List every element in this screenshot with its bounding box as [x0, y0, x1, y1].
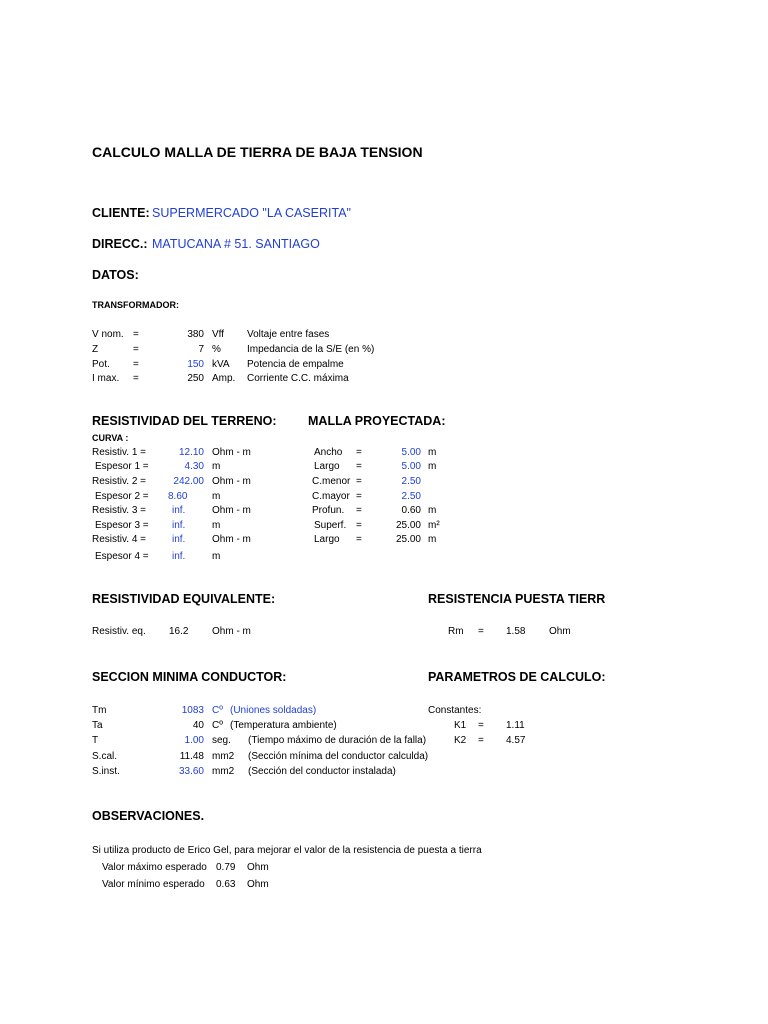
row-eq: = [133, 359, 139, 370]
row-name: S.cal. [92, 751, 118, 762]
transformador-heading: TRANSFORMADOR: [92, 300, 179, 310]
direcc-label: DIRECC.: [92, 237, 148, 251]
parametros-heading: PARAMETROS DE CALCULO: [428, 670, 606, 684]
row-unit: Ohm - m [212, 447, 251, 458]
cliente-value: SUPERMERCADO "LA CASERITA" [152, 206, 351, 220]
row-name: Z [92, 344, 99, 355]
row-unit: m [428, 505, 437, 516]
row-unit: m [428, 534, 437, 545]
row-desc: (Sección del conductor instalada) [248, 766, 396, 777]
row-value: 0.79 [216, 862, 236, 873]
row-value: 0.63 [216, 879, 236, 890]
equivalente-value: 16.2 [169, 626, 189, 637]
row-desc: Voltaje entre fases [247, 329, 330, 340]
direcc-value: MATUCANA # 51. SANTIAGO [152, 237, 320, 251]
row-eq: = [478, 735, 484, 746]
puesta-tierra-eq: = [478, 626, 484, 637]
row-desc: (Uniones soldadas) [230, 705, 317, 716]
row-label: Valor máximo esperado [102, 862, 207, 873]
row-desc: (Temperatura ambiente) [230, 720, 337, 731]
row-value: 1083 [181, 705, 204, 716]
equivalente-heading: RESISTIVIDAD EQUIVALENTE: [92, 592, 276, 606]
resistividad-heading: RESISTIVIDAD DEL TERRENO: [92, 414, 277, 428]
equivalente-label: Resistiv. eq. [92, 626, 146, 637]
row-name: Largo [314, 461, 340, 472]
row-eq: = [356, 520, 362, 531]
row-desc: Impedancia de la S/E (en %) [247, 344, 375, 355]
row-name: Espesor 1 = [95, 461, 149, 472]
curva-label: CURVA : [92, 433, 129, 443]
row-unit: m [212, 520, 221, 531]
row-unit: Ohm - m [212, 505, 251, 516]
row-value: inf. [172, 551, 186, 562]
row-desc: (Tiempo máximo de duración de la falla) [248, 735, 427, 746]
row-name: Espesor 4 = [95, 551, 149, 562]
row-name: Tm [92, 705, 107, 716]
equivalente-unit: Ohm - m [212, 626, 251, 637]
row-value: 2.50 [401, 476, 421, 487]
row-unit: mm2 [212, 751, 235, 762]
seccion-heading: SECCION MINIMA CONDUCTOR: [92, 670, 287, 684]
row-eq: = [478, 720, 484, 731]
row-unit: m² [428, 520, 440, 531]
row-label: Valor mínimo esperado [102, 879, 205, 890]
row-eq: = [133, 344, 139, 355]
row-value: 4.30 [184, 461, 204, 472]
row-value: 11.48 [179, 751, 204, 762]
row-unit: m [212, 491, 221, 502]
row-unit: Vff [212, 329, 225, 340]
row-name: Ancho [314, 447, 343, 458]
row-name: Ta [92, 720, 103, 731]
cliente-label: CLIENTE: [92, 206, 150, 220]
row-value: 25.00 [395, 520, 421, 531]
row-value: 5.00 [401, 447, 421, 458]
row-value: 5.00 [401, 461, 421, 472]
row-eq: = [356, 461, 362, 472]
row-value: inf. [172, 534, 186, 545]
observaciones-text: Si utiliza producto de Erico Gel, para mejorar el valor de la resistencia de puesta a tierra [92, 845, 482, 856]
row-unit: Ohm - m [212, 534, 251, 545]
row-eq: = [356, 447, 362, 458]
row-eq: = [133, 329, 139, 340]
row-name: Resistiv. 1 = [92, 447, 146, 458]
row-desc: Potencia de empalme [247, 359, 344, 370]
row-unit: Amp. [212, 373, 236, 384]
row-unit: Ohm [247, 879, 269, 890]
row-unit: Cº [212, 705, 223, 716]
page-title: CALCULO MALLA DE TIERRA DE BAJA TENSION [92, 144, 423, 160]
row-value: 1.00 [184, 735, 204, 746]
row-unit: kVA [212, 359, 230, 370]
row-name: Resistiv. 4 = [92, 534, 146, 545]
row-name: Espesor 3 = [95, 520, 149, 531]
row-name: Resistiv. 3 = [92, 505, 146, 516]
row-value: 250 [187, 373, 204, 384]
row-name: Pot. [92, 359, 110, 370]
row-name: V nom. [92, 329, 124, 340]
row-value: 33.60 [178, 766, 204, 777]
row-unit: Cº [212, 720, 223, 731]
row-eq: = [356, 505, 362, 516]
row-value: 0.60 [401, 505, 421, 516]
row-name: Espesor 2 = [95, 491, 149, 502]
datos-heading: DATOS: [92, 268, 139, 282]
observaciones-heading: OBSERVACIONES. [92, 809, 205, 823]
malla-heading: MALLA PROYECTADA: [308, 414, 446, 428]
row-unit: seg. [212, 735, 231, 746]
row-name: Largo [314, 534, 340, 545]
row-name: Profun. [312, 505, 345, 516]
row-value: 7 [198, 344, 204, 355]
row-eq: = [356, 491, 362, 502]
row-name: T [92, 735, 99, 746]
row-value: inf. [172, 520, 186, 531]
puesta-tierra-label: Rm [448, 626, 464, 637]
puesta-tierra-heading: RESISTENCIA PUESTA TIERR [428, 592, 606, 606]
row-unit: m [428, 447, 437, 458]
row-value: 25.00 [395, 534, 421, 545]
row-value: 12.10 [178, 447, 204, 458]
row-unit: m [212, 551, 221, 562]
row-name: C.mayor [312, 491, 350, 502]
row-value: 242.00 [173, 476, 204, 487]
constantes-label: Constantes: [428, 705, 482, 716]
row-unit: mm2 [212, 766, 235, 777]
row-value: inf. [172, 505, 186, 516]
row-value: 2.50 [401, 491, 421, 502]
row-unit: m [212, 461, 221, 472]
row-value: 4.57 [506, 735, 526, 746]
row-desc: Corriente C.C. máxima [247, 373, 349, 384]
row-name: Resistiv. 2 = [92, 476, 146, 487]
row-unit: % [212, 344, 221, 355]
row-name: K2 [454, 735, 467, 746]
puesta-tierra-unit: Ohm [549, 626, 571, 637]
row-name: Superf. [314, 520, 347, 531]
row-unit: Ohm [247, 862, 269, 873]
row-name: K1 [454, 720, 467, 731]
row-eq: = [356, 476, 362, 487]
row-desc: (Sección mínima del conductor calculda) [248, 751, 429, 762]
row-unit: m [428, 461, 437, 472]
row-eq: = [356, 534, 362, 545]
row-eq: = [133, 373, 139, 384]
row-value: 40 [192, 720, 204, 731]
row-name: I max. [92, 373, 120, 384]
row-value: 380 [187, 329, 204, 340]
row-value: 150 [187, 359, 204, 370]
row-value: 1.11 [506, 720, 525, 731]
row-unit: Ohm - m [212, 476, 251, 487]
row-value: 8.60 [168, 491, 188, 502]
row-name: C.menor [312, 476, 351, 487]
row-name: S.inst. [92, 766, 120, 777]
puesta-tierra-value: 1.58 [506, 626, 526, 637]
